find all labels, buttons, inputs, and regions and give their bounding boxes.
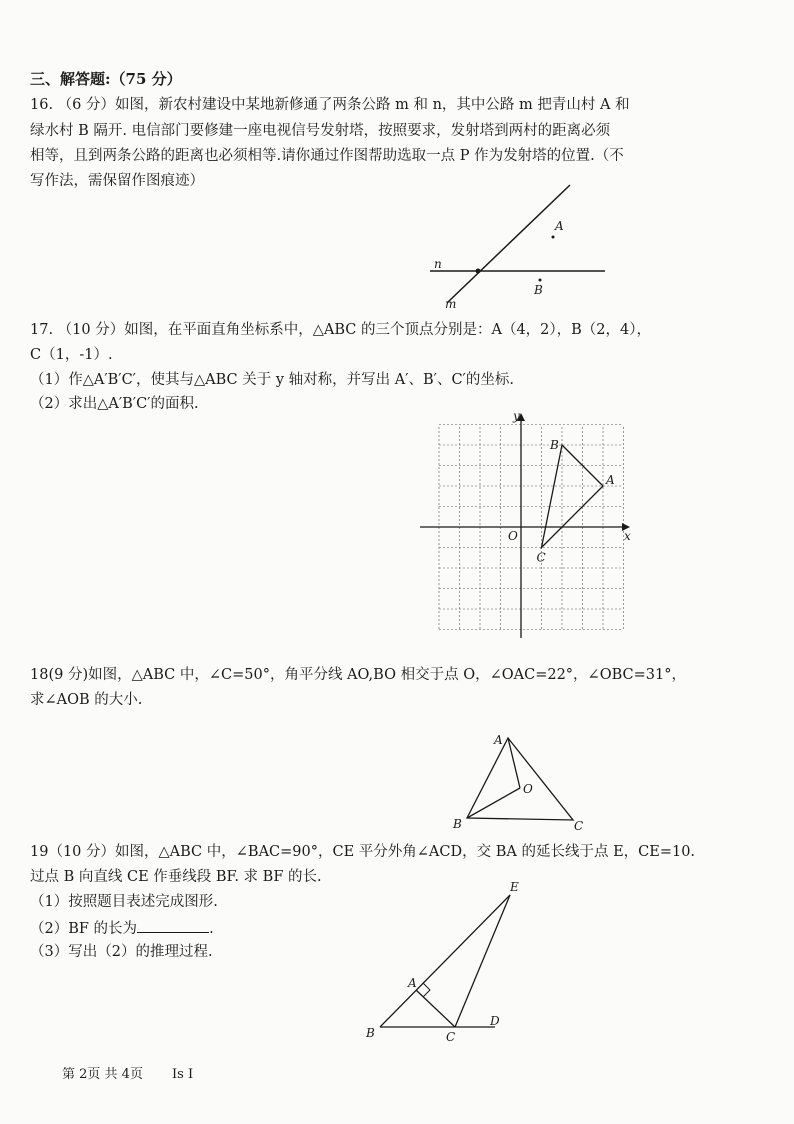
village-a-point <box>552 236 555 239</box>
q17-line-1: 17. （10 分）如图，在平面直角坐标系中，△ABC 的三个顶点分别是：A（4，2），B（2，4）， <box>30 322 652 338</box>
q17-line-4: （2）求出△A′B′C′的面积. <box>30 396 199 412</box>
intersection-point <box>476 269 481 274</box>
label-a: A <box>494 733 503 747</box>
section-title: 三、解答题: <box>30 70 111 88</box>
label-b: B <box>366 1026 375 1040</box>
y-axis-label: y <box>513 409 520 423</box>
q18-line-2: 求∠AOB 的大小. <box>30 692 143 708</box>
vertex-c-label: C <box>536 550 546 565</box>
line-ce <box>455 895 510 1027</box>
section-heading <box>30 72 182 87</box>
label-c: C <box>446 1030 456 1044</box>
q19-sub-1: （1）按照题目表述完成图形. <box>30 894 218 910</box>
q17-line-3: （1）作△A′B′C′，使其与△ABC 关于 y 轴对称，并写出 A′、B′、C′的坐标. <box>30 372 514 388</box>
section-score: （75 分） <box>110 70 182 88</box>
q17-line-2: C（1，-1）. <box>30 347 113 363</box>
footer-mark: Is I <box>172 1067 194 1082</box>
label-m: m <box>445 297 457 311</box>
village-b-point <box>539 279 542 282</box>
label-c: C <box>574 819 584 833</box>
page-number: 第 2页 共 4页 <box>62 1067 143 1082</box>
triangle-abc <box>542 445 604 548</box>
label-e: E <box>510 880 519 894</box>
line-be <box>380 895 510 1027</box>
road-m <box>448 185 570 302</box>
label-d: D <box>490 1014 500 1028</box>
label-n: n <box>434 257 442 271</box>
right-angle-mark <box>423 983 430 997</box>
vertex-b-label: B <box>550 438 559 452</box>
q19-sub-2 <box>30 920 214 937</box>
q16-line-1: 16. （6 分）如图，新农村建设中某地新修通了两条公路 m 和 n，其中公路 m 把青山村 A 和 <box>30 97 630 113</box>
q17-coordinate-grid <box>420 410 635 640</box>
q19-figure <box>360 875 520 1050</box>
origin-label: O <box>508 529 518 543</box>
label-b: B <box>453 817 462 831</box>
q16-line-3: 相等，且到两条公路的距离也必须相等.请你通过作图帮助选取一点 P 作为发射塔的位置.（不 <box>30 148 624 164</box>
q19-sub-2-prefix: （2）BF 的长为 <box>30 921 138 937</box>
q16-figure <box>420 180 620 315</box>
label-o: O <box>523 782 533 796</box>
vertex-a-label: A <box>606 473 615 487</box>
q18-figure <box>450 730 590 835</box>
q19-sub-2-suffix: . <box>209 921 214 937</box>
q19-sub-3: （3）写出（2）的推理过程. <box>30 944 213 960</box>
q19-line-2: 过点 B 向直线 CE 作垂线段 BF. 求 BF 的长. <box>30 869 322 885</box>
label-a: A <box>555 219 564 233</box>
line-ac <box>416 990 455 1027</box>
q16-line-4: 写作法，需保留作图痕迹） <box>30 173 204 189</box>
triangle-abc <box>467 738 573 820</box>
bf-answer-blank[interactable] <box>137 920 209 933</box>
x-axis-label: x <box>624 529 631 543</box>
label-a: A <box>408 976 417 990</box>
label-b: B <box>534 283 543 297</box>
q19-line-1: 19（10 分）如图，△ABC 中，∠BAC=90°，CE 平分外角∠ACD，交 BA 的延长线于点 E，CE=10. <box>30 844 696 860</box>
q16-line-2: 绿水村 B 隔开. 电信部门要修建一座电视信号发射塔，按照要求，发射塔到两村的距离必须 <box>30 123 611 139</box>
q18-line-1: 18(9 分)如图，△ABC 中，∠C=50°，角平分线 AO,BO 相交于点 O，∠OAC=22°，∠OBC=31°， <box>30 667 686 683</box>
